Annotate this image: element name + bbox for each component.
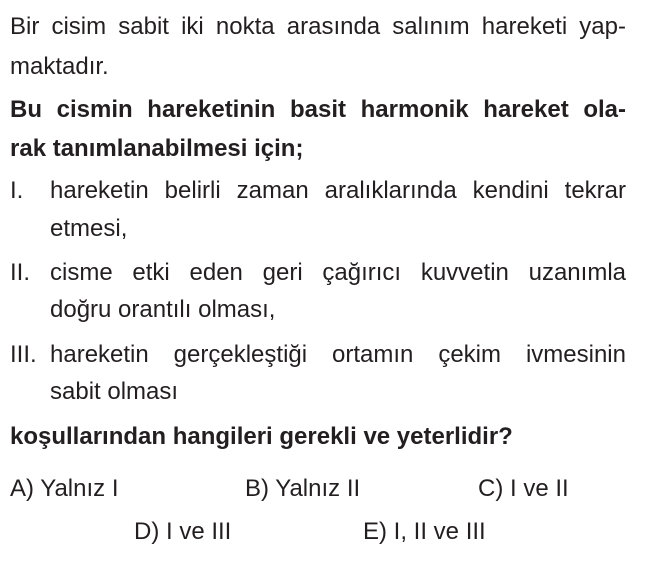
statement-3-line-2: sabit olması <box>50 378 179 405</box>
statement-3-line-1: hareketin gerçekleştiği ortamın çekim ivmesinin <box>50 341 626 368</box>
statement-1-line-1: hareketin belirli zaman aralıklarında kendini tekrar <box>50 177 626 204</box>
option-b[interactable]: B) Yalnız II <box>245 475 361 502</box>
statement-2-number: II. <box>10 259 31 286</box>
statement-1-line-2: etmesi, <box>50 215 128 242</box>
statement-3-number: III. <box>10 341 37 368</box>
question-line-1: Bu cismin hareketinin basit harmonik hareket ola- <box>10 96 626 123</box>
option-e[interactable]: E) I, II ve III <box>363 518 486 545</box>
statement-2-line-1: cisme etki eden geri çağırıcı kuvvetin uzanımla <box>50 259 626 286</box>
question-prompt: koşullarından hangileri gerekli ve yeterlidir? <box>10 423 513 450</box>
option-c[interactable]: C) I ve II <box>478 475 569 502</box>
option-d[interactable]: D) I ve III <box>134 518 232 545</box>
stem-line-2: maktadır. <box>10 53 109 80</box>
question-line-2: rak tanımlanabilmesi için; <box>10 135 304 162</box>
statement-2-line-2: doğru orantılı olması, <box>50 296 276 323</box>
stem-line-1: Bir cisim sabit iki nokta arasında salınım hareketi yap- <box>10 13 626 40</box>
option-a[interactable]: A) Yalnız I <box>10 475 119 502</box>
statement-1-number: I. <box>10 177 24 204</box>
